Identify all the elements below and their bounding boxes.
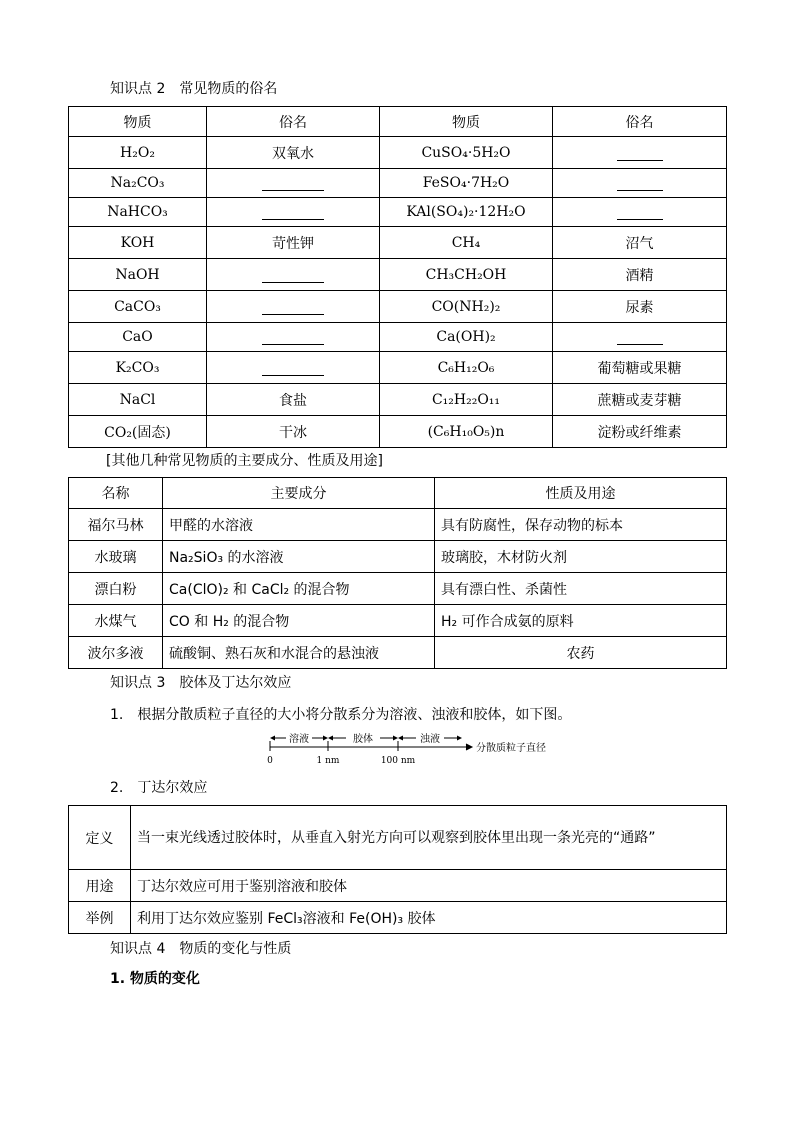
substance-cell: KAl(SO₄)₂·12H₂O	[380, 198, 553, 227]
material-composition: 甲醛的水溶液	[163, 509, 435, 541]
header-substance-2: 物质	[380, 107, 553, 137]
material-composition: Na₂SiO₃ 的水溶液	[163, 541, 435, 573]
material-name: 水玻璃	[69, 541, 163, 573]
name-cell: 食盐	[207, 384, 380, 416]
substance-cell: CH₄	[380, 227, 553, 259]
material-use: 玻璃胶，木材防火剂	[435, 541, 727, 573]
row-value-use: 丁达尔效应可用于鉴别溶液和胶体	[131, 870, 727, 902]
substance-cell: CaO	[69, 323, 207, 352]
arrow-left-icon	[398, 736, 403, 741]
fill-blank	[617, 178, 663, 191]
substance-cell: Ca(OH)₂	[380, 323, 553, 352]
substance-cell: NaCl	[69, 384, 207, 416]
name-cell: 干冰	[207, 416, 380, 448]
substance-cell: Na₂CO₃	[69, 169, 207, 198]
table-row	[69, 137, 727, 169]
substance-cell: FeSO₄·7H₂O	[380, 169, 553, 198]
name-cell: 沼气	[553, 227, 727, 259]
table-header-row	[69, 107, 727, 137]
answer-blank	[553, 198, 727, 227]
table-row	[69, 902, 727, 934]
name-cell: 苛性钾	[207, 227, 380, 259]
material-composition: Ca(ClO)₂ 和 CaCl₂ 的混合物	[163, 573, 435, 605]
common-names-table	[68, 106, 727, 448]
material-use: 具有漂白性、杀菌性	[435, 573, 727, 605]
fill-blank	[262, 363, 324, 376]
row-value-definition: 当一束光线透过胶体时，从垂直入射光方向可以观察到胶体里出现一条光亮的“通路”	[131, 806, 727, 870]
answer-blank	[207, 291, 380, 323]
substance-cell: CaCO₃	[69, 291, 207, 323]
substance-cell: C₁₂H₂₂O₁₁	[380, 384, 553, 416]
substance-cell: K₂CO₃	[69, 352, 207, 384]
table-row	[69, 352, 727, 384]
header-property-use: 性质及用途	[435, 478, 727, 509]
arrow-right-icon	[323, 736, 328, 741]
dispersion-diagram	[262, 727, 562, 767]
substance-cell: CO₂(固态)	[69, 416, 207, 448]
table-row	[69, 806, 727, 870]
table-row	[69, 323, 727, 352]
section3-item2: 2. 丁达尔效应	[110, 780, 208, 796]
table-row	[69, 198, 727, 227]
tyndall-table	[68, 805, 727, 934]
section3-item1: 1. 根据分散质粒子直径的大小将分散系分为溶液、浊液和胶体，如下图。	[110, 707, 572, 723]
row-key-definition: 定义	[69, 806, 131, 870]
table-row	[69, 169, 727, 198]
material-use: H₂ 可作合成氨的原料	[435, 605, 727, 637]
table-row	[69, 227, 727, 259]
answer-blank	[207, 259, 380, 291]
substance-cell: NaOH	[69, 259, 207, 291]
table-row	[69, 541, 727, 573]
answer-blank	[207, 198, 380, 227]
fill-blank	[262, 270, 324, 283]
row-key-use: 用途	[69, 870, 131, 902]
table-row	[69, 637, 727, 669]
section2-title: 知识点 2 常见物质的俗名	[110, 81, 278, 97]
tick-label-100nm: 100 nm	[380, 756, 416, 766]
answer-blank	[207, 323, 380, 352]
table-row	[69, 509, 727, 541]
axis-arrow-icon	[466, 744, 472, 750]
fill-blank	[262, 178, 324, 191]
section4-item1: 1. 物质的变化	[110, 971, 200, 987]
table-row	[69, 384, 727, 416]
table-row	[69, 605, 727, 637]
tick-label-1nm: 1 nm	[316, 756, 340, 766]
fill-blank	[262, 332, 324, 345]
answer-blank	[553, 169, 727, 198]
arrow-right-icon	[457, 736, 462, 741]
header-substance-1: 物质	[69, 107, 207, 137]
fill-blank	[617, 148, 663, 161]
substance-cell: NaHCO₃	[69, 198, 207, 227]
arrow-left-icon	[270, 736, 275, 741]
substance-cell: CuSO₄·5H₂O	[380, 137, 553, 169]
material-composition: CO 和 H₂ 的混合物	[163, 605, 435, 637]
other-substances-title: [其他几种常见物质的主要成分、性质及用途]	[106, 453, 383, 469]
material-use: 农药	[435, 637, 727, 669]
header-composition: 主要成分	[163, 478, 435, 509]
material-name: 水煤气	[69, 605, 163, 637]
fill-blank	[617, 332, 663, 345]
name-cell: 双氧水	[207, 137, 380, 169]
answer-blank	[553, 323, 727, 352]
row-key-example: 举例	[69, 902, 131, 934]
label-colloid: 胶体	[353, 734, 373, 745]
name-cell: 葡萄糖或果糖	[553, 352, 727, 384]
substance-cell: H₂O₂	[69, 137, 207, 169]
row-value-example: 利用丁达尔效应鉴别 FeCl₃溶液和 Fe(OH)₃ 胶体	[131, 902, 727, 934]
substance-cell: CO(NH₂)₂	[380, 291, 553, 323]
name-cell: 酒精	[553, 259, 727, 291]
fill-blank	[262, 207, 324, 220]
answer-blank	[207, 169, 380, 198]
axis-label: 分散质粒子直径	[476, 743, 546, 754]
header-name: 名称	[69, 478, 163, 509]
material-composition: 硫酸铜、熟石灰和水混合的悬浊液	[163, 637, 435, 669]
section3-title: 知识点 3 胶体及丁达尔效应	[110, 675, 292, 691]
name-cell: 蔗糖或麦芽糖	[553, 384, 727, 416]
substance-cell: KOH	[69, 227, 207, 259]
answer-blank	[553, 137, 727, 169]
material-name: 福尔马林	[69, 509, 163, 541]
name-cell: 尿素	[553, 291, 727, 323]
arrow-left-icon	[328, 736, 333, 741]
material-name: 漂白粉	[69, 573, 163, 605]
answer-blank	[207, 352, 380, 384]
table-row	[69, 573, 727, 605]
section4-title: 知识点 4 物质的变化与性质	[110, 941, 292, 957]
arrow-right-icon	[393, 736, 398, 741]
fill-blank	[617, 207, 663, 220]
header-common-name-1: 俗名	[207, 107, 380, 137]
header-common-name-2: 俗名	[553, 107, 727, 137]
table-row	[69, 291, 727, 323]
tick-label-0: 0	[267, 756, 273, 766]
substance-cell: (C₆H₁₀O₅)n	[380, 416, 553, 448]
name-cell: 淀粉或纤维素	[553, 416, 727, 448]
label-suspension: 浊液	[420, 734, 440, 745]
label-solution: 溶液	[289, 734, 309, 745]
table-row	[69, 259, 727, 291]
material-use: 具有防腐性，保存动物的标本	[435, 509, 727, 541]
table-row	[69, 870, 727, 902]
fill-blank	[262, 302, 324, 315]
substance-cell: CH₃CH₂OH	[380, 259, 553, 291]
other-substances-table	[68, 477, 727, 669]
material-name: 波尔多液	[69, 637, 163, 669]
substance-cell: C₆H₁₂O₆	[380, 352, 553, 384]
table-header-row	[69, 478, 727, 509]
table-row	[69, 416, 727, 448]
